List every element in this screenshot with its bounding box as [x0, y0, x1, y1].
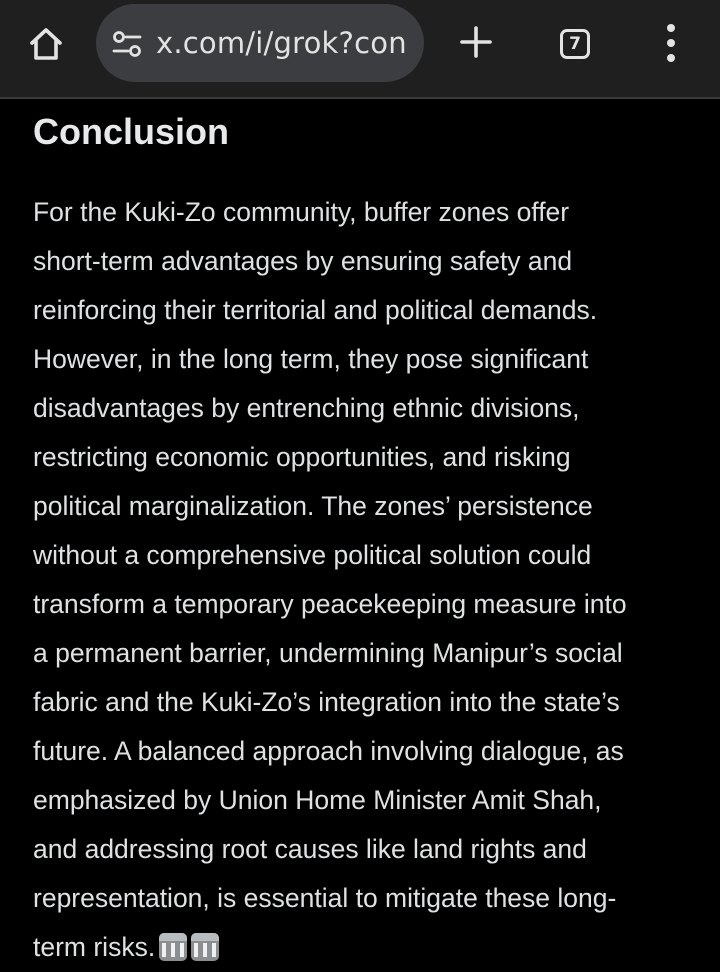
menu-button[interactable] [654, 20, 688, 66]
text-line: fabric and the Kuki-Zo’s integration into the state’s [33, 687, 620, 717]
text-line: and addressing root causes like land rights and [33, 834, 587, 864]
tab-count: 7 [560, 29, 590, 59]
conclusion-paragraph [33, 188, 703, 972]
text-line: For the Kuki-Zo community, buffer zones offer [33, 197, 570, 227]
menu-dot [667, 39, 675, 47]
badge-cap [159, 933, 187, 941]
address-bar[interactable] [96, 4, 424, 82]
tab-switcher-button[interactable] [553, 24, 597, 64]
badge-columns [194, 943, 216, 957]
classical-building-icon[interactable] [159, 933, 187, 961]
home-button[interactable] [22, 20, 70, 68]
badge-column [194, 943, 198, 957]
text-line-last [33, 923, 703, 972]
text-line: emphasized by Union Home Minister Amit Shah, [33, 785, 602, 815]
home-icon [26, 24, 66, 64]
badge-column [180, 943, 184, 957]
menu-dot [667, 54, 675, 62]
new-tab-button[interactable] [454, 20, 498, 64]
text-line: a permanent barrier, undermining Manipur’s social [33, 638, 623, 668]
tune-icon[interactable] [112, 30, 142, 58]
plus-icon [458, 24, 494, 60]
section-heading: Conclusion [33, 111, 229, 152]
text-line: without a comprehensive political solution could [33, 540, 592, 570]
text-line: However, in the long term, they pose significant [33, 344, 589, 374]
badge-column [212, 943, 216, 957]
text-line: term risks. [33, 932, 156, 962]
text-line: political marginalization. The zones’ persistence [33, 491, 593, 521]
badge-column [162, 943, 166, 957]
text-line: future. A balanced approach involving dialogue, as [33, 736, 624, 766]
badge-cap [191, 933, 219, 941]
more-vert-icon [667, 24, 675, 32]
badge-column [171, 943, 175, 957]
browser-toolbar [0, 0, 720, 99]
classical-building-icon[interactable] [191, 933, 219, 961]
text-line: representation, is essential to mitigate these long- [33, 883, 617, 913]
badge-column [203, 943, 207, 957]
text-line: reinforcing their territorial and political demands. [33, 295, 598, 325]
text-line: disadvantages by entrenching ethnic divisions, [33, 393, 580, 423]
url-text[interactable]: x.com/i/grok?con [156, 26, 407, 60]
text-line: transform a temporary peacekeeping measure into [33, 589, 627, 619]
text-line: short-term advantages by ensuring safety and [33, 246, 573, 276]
text-line: restricting economic opportunities, and risking [33, 442, 571, 472]
badge-columns [162, 943, 184, 957]
